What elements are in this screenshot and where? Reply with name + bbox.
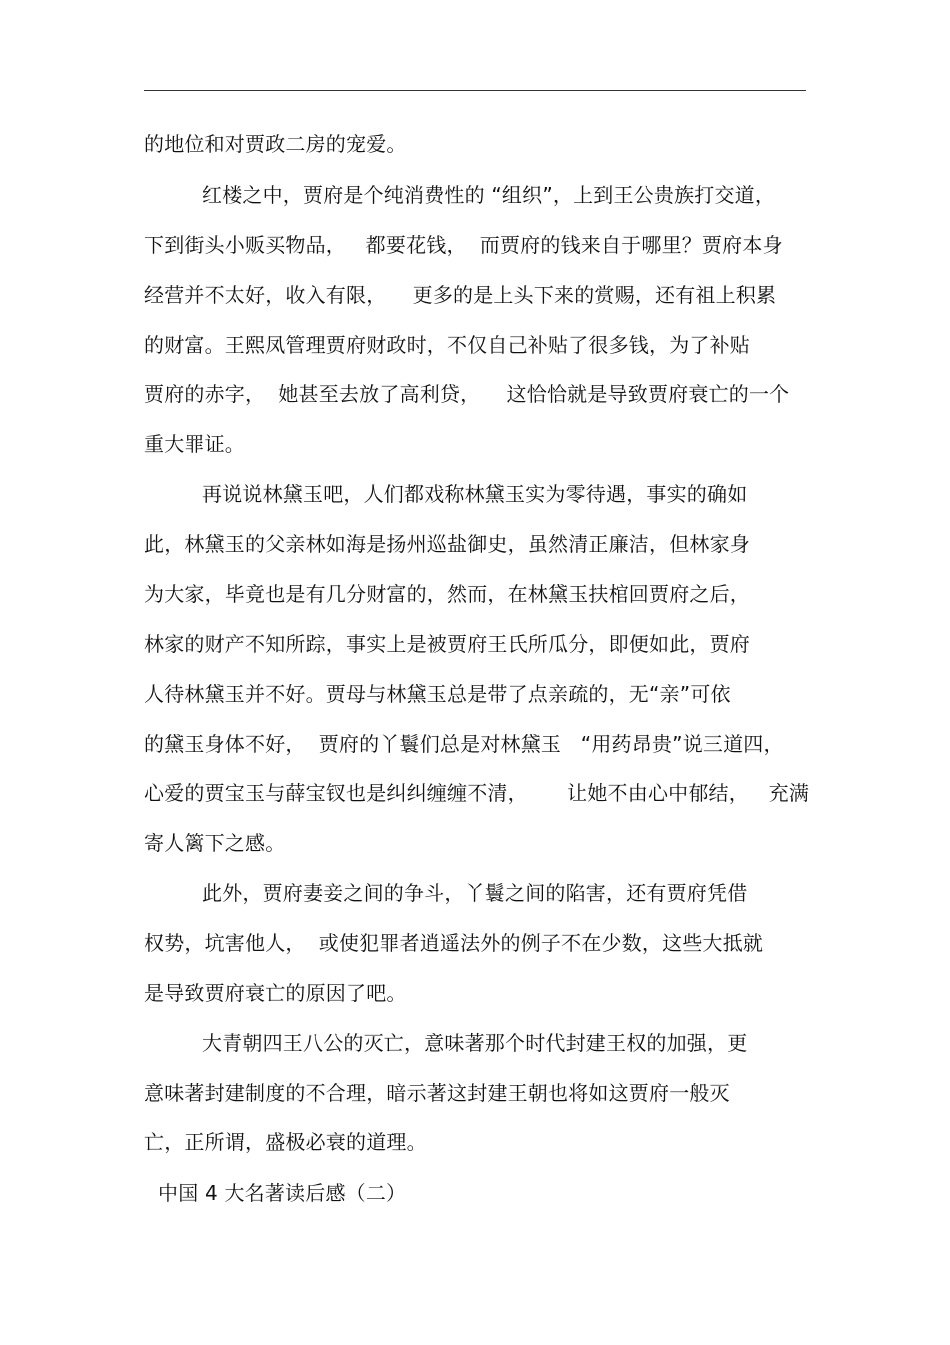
paragraph-line: 意味著封建制度的不合理，暗示著这封建王朝也将如这贾府一般灭: [144, 1081, 730, 1105]
paragraph-line: 权势，坑害他人， 或使犯罪者逍遥法外的例子不在少数，这些大抵就: [144, 931, 764, 955]
paragraph-line: 重大罪证。: [144, 432, 245, 456]
paragraph-line: 人待林黛玉并不好。贾母与林黛玉总是带了点亲疏的，无“亲”可依: [144, 682, 731, 706]
paragraph-line: 此，林黛玉的父亲林如海是扬州巡盐御史，虽然清正廉洁，但林家身: [144, 532, 750, 556]
paragraph-line: 贾府的赤字， 她甚至去放了高利贷， 这恰恰就是导致贾府衰亡的一个: [144, 382, 790, 406]
paragraph-line: 红楼之中，贾府是个纯消费性的 “组织”，上到王公贵族打交道，: [202, 183, 776, 207]
paragraph-line: 为大家，毕竟也是有几分财富的，然而，在林黛玉扶棺回贾府之后，: [144, 582, 750, 606]
paragraph-line: 心爱的贾宝玉与薛宝钗也是纠纠缠缠不清， 让她不由心中郁结， 充满: [144, 781, 810, 805]
section-heading: 中国 4 大名著读后感（二）: [158, 1181, 407, 1205]
paragraph-line: 的地位和对贾政二房的宠爱。: [144, 132, 407, 156]
paragraph-line: 此外，贾府妻妾之间的争斗，丫鬟之间的陷害，还有贾府凭借: [202, 881, 748, 905]
paragraph-line: 寄人篱下之感。: [144, 831, 286, 855]
paragraph-line: 大青朝四王八公的灭亡，意味著那个时代封建王权的加强，更: [202, 1031, 748, 1055]
paragraph-line: 林家的财产不知所踪，事实上是被贾府王氏所瓜分，即便如此，贾府: [144, 632, 750, 656]
paragraph-line: 经营并不太好，收入有限， 更多的是上头下来的赏赐，还有祖上积累: [144, 283, 777, 307]
paragraph-line: 下到街头小贩买物品， 都要花钱， 而贾府的钱来自于哪里？贾府本身: [144, 233, 783, 257]
header-rule: [144, 90, 806, 91]
paragraph-line: 的财富。王熙凤管理贾府财政时，不仅自己补贴了很多钱，为了补贴: [144, 333, 750, 357]
paragraph-line: 亡，正所谓，盛极必衰的道理。: [144, 1130, 427, 1154]
paragraph-line: 是导致贾府衰亡的原因了吧。: [144, 981, 407, 1005]
paragraph-line: 再说说林黛玉吧，人们都戏称林黛玉实为零待遇，事实的确如: [202, 482, 748, 506]
paragraph-line: 的黛玉身体不好， 贾府的丫鬟们总是对林黛玉 “用药昂贵”说三道四，: [144, 732, 784, 756]
